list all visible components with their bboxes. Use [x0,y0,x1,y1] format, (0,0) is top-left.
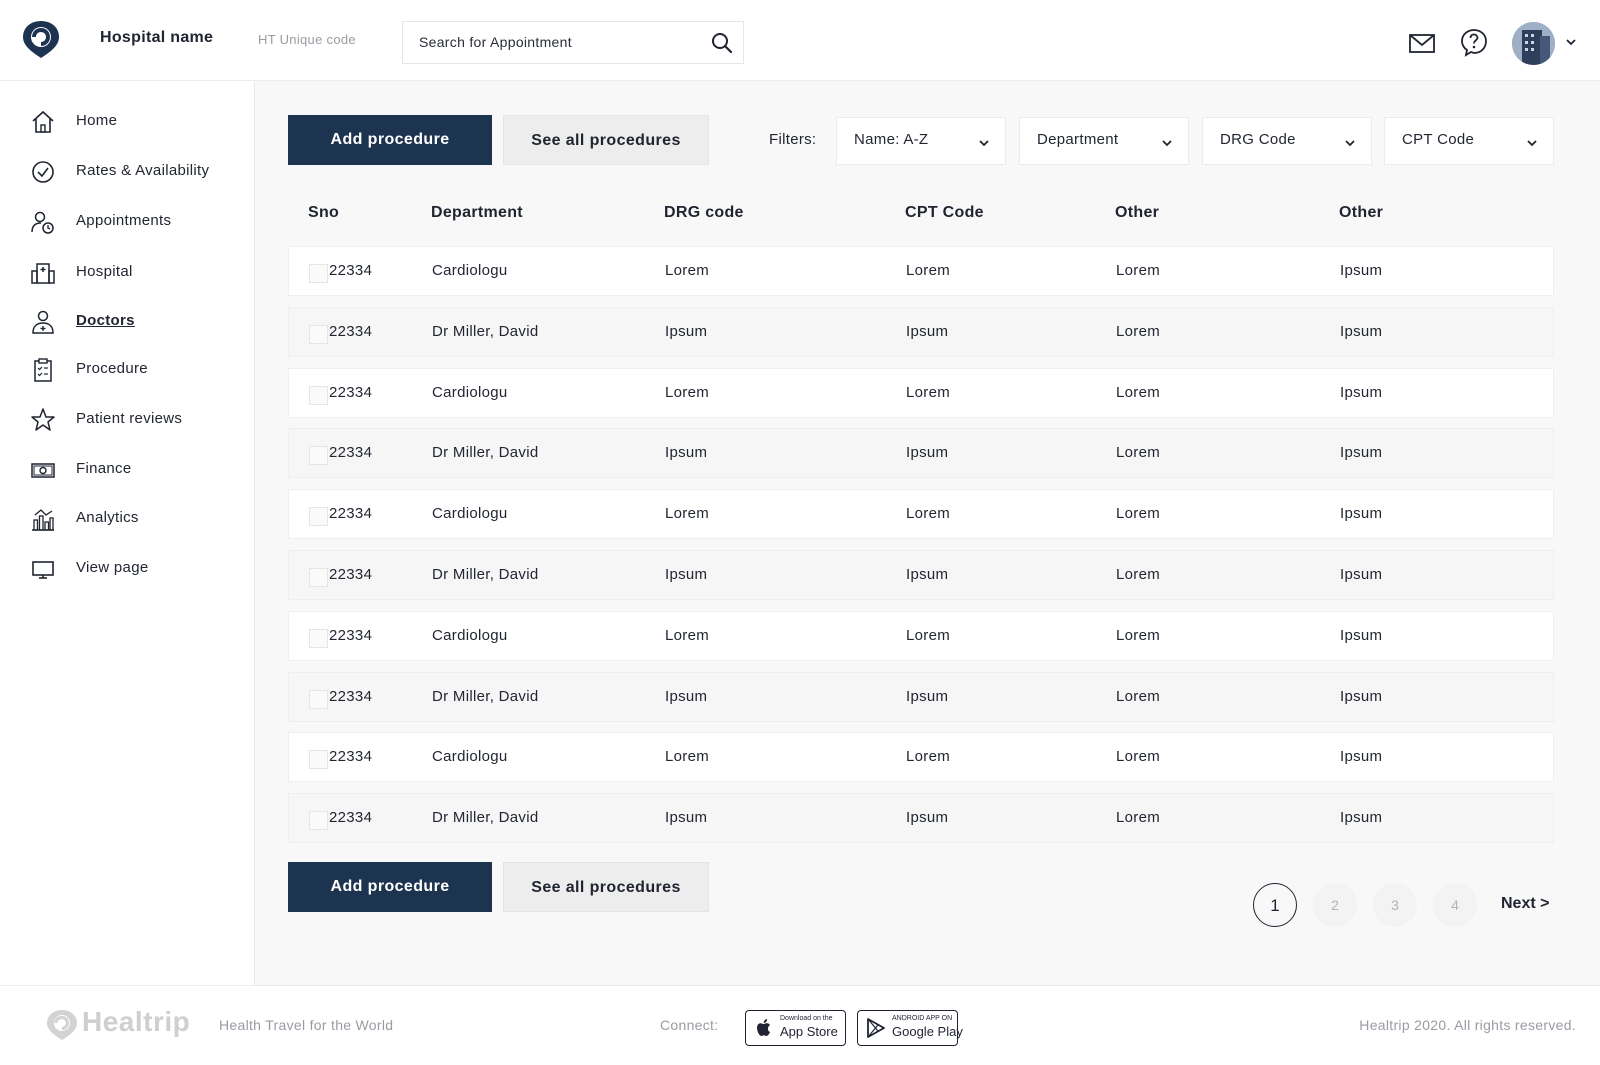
cell-other-2: Ipsum [1340,262,1383,279]
column-header-drg-code[interactable]: DRG code [664,204,744,221]
table-row[interactable] [288,550,1554,600]
cell-drg-code: Lorem [665,627,710,644]
sidebar-item-view-page[interactable] [30,553,250,583]
sidebar-item-analytics[interactable] [30,503,250,533]
hospital-name: Hospital name [100,29,214,46]
mail-icon[interactable] [1408,29,1436,57]
cell-other-2: Ipsum [1340,323,1383,340]
cell-other-2: Ipsum [1340,809,1383,826]
cell-drg-code: Ipsum [665,323,708,340]
cell-drg-code: Lorem [665,505,710,522]
cell-department: Cardiologu [432,627,508,644]
row-checkbox[interactable] [309,325,328,344]
table-row[interactable] [288,672,1554,722]
sidebar-item-label: Analytics [76,509,139,526]
table-row[interactable] [288,732,1554,782]
cell-other-2: Ipsum [1340,505,1383,522]
filter-department-dropdown[interactable] [1019,117,1189,165]
sidebar-item-hospital[interactable] [30,257,250,287]
sidebar-item-label: Appointments [76,212,172,229]
cell-other: Lorem [1116,384,1161,401]
cell-department: Cardiologu [432,505,508,522]
cell-department: Cardiologu [432,384,508,401]
page-button-1[interactable]: 1 [1253,883,1297,927]
clipboard-icon [30,357,56,383]
sidebar-item-label: Doctors [76,312,135,329]
cell-other: Lorem [1116,566,1161,583]
avatar-building-image [1512,22,1555,65]
filter-value: CPT Code [1402,131,1475,148]
cell-drg-code: Lorem [665,748,710,765]
cell-other: Lorem [1116,748,1161,765]
building-icon [30,260,56,286]
filter-name-dropdown[interactable] [836,117,1006,165]
cell-sno: 22334 [329,566,373,583]
row-checkbox[interactable] [309,750,328,769]
column-header-cpt-code[interactable]: CPT Code [905,204,984,221]
page-button-3[interactable]: 3 [1373,883,1417,927]
cell-drg-code: Ipsum [665,566,708,583]
sidebar-item-rates[interactable] [30,156,250,186]
money-icon [30,457,56,483]
column-header-department[interactable]: Department [431,204,523,221]
footer-brand: Healtrip [82,1006,191,1037]
sidebar-item-patient-reviews[interactable] [30,404,250,434]
sidebar-item-label: Finance [76,460,132,477]
cell-cpt-code: Lorem [906,748,951,765]
sidebar-item-label: Patient reviews [76,410,183,427]
cell-other: Lorem [1116,323,1161,340]
row-checkbox[interactable] [309,811,328,830]
sidebar-item-appointments[interactable] [30,206,250,236]
cell-other: Lorem [1116,688,1161,705]
cell-drg-code: Lorem [665,262,710,279]
healtrip-logo-icon [45,1008,79,1042]
cell-drg-code: Ipsum [665,688,708,705]
row-checkbox[interactable] [309,386,328,405]
cell-other: Lorem [1116,809,1161,826]
table-row[interactable] [288,246,1554,296]
cell-department: Dr Miller, David [432,444,539,461]
filter-value: DRG Code [1220,131,1296,148]
cell-sno: 22334 [329,627,373,644]
cell-cpt-code: Lorem [906,627,951,644]
cell-department: Dr Miller, David [432,566,539,583]
cell-cpt-code: Ipsum [906,444,949,461]
cell-cpt-code: Lorem [906,505,951,522]
row-checkbox[interactable] [309,629,328,648]
add-procedure-button-bottom[interactable]: Add procedure [288,862,492,912]
cell-sno: 22334 [329,809,373,826]
cell-cpt-code: Lorem [906,384,951,401]
cell-cpt-code: Lorem [906,262,951,279]
google-play-badge[interactable] [857,1010,963,1046]
home-icon [30,109,56,135]
cell-other: Lorem [1116,505,1161,522]
sidebar [0,81,255,985]
chevron-down-icon [1527,138,1537,148]
filter-value: Department [1037,131,1119,148]
footer [0,985,1600,1065]
cell-sno: 22334 [329,505,373,522]
cell-drg-code: Ipsum [665,444,708,461]
footer-tagline: Health Travel for the World [219,1017,394,1033]
search-placeholder: Search for Appointment [419,34,572,50]
row-checkbox[interactable] [309,264,328,283]
cell-department: Cardiologu [432,262,508,279]
check-circle-icon [30,159,56,185]
search-input[interactable] [402,21,744,64]
column-header-other[interactable]: Other [1115,204,1160,221]
sidebar-item-doctors[interactable] [30,306,250,336]
column-header-other-2[interactable]: Other [1339,204,1384,221]
google-play-big-text: Google Play [892,1024,963,1039]
cell-other: Lorem [1116,444,1161,461]
see-all-procedures-button-bottom[interactable]: See all procedures [503,862,709,912]
filter-cpt-code-dropdown[interactable] [1384,117,1554,165]
search-icon[interactable] [711,32,733,54]
sidebar-item-label: Hospital [76,263,133,280]
page-button-2[interactable]: 2 [1313,883,1357,927]
table-row[interactable] [288,611,1554,661]
see-all-procedures-button[interactable]: See all procedures [503,115,709,165]
connect-label: Connect: [660,1017,719,1033]
app-store-small-text: Download on the [780,1015,833,1022]
table-row[interactable] [288,307,1554,357]
cell-other-2: Ipsum [1340,444,1383,461]
google-play-small-text: ANDROID APP ON [892,1015,953,1022]
sidebar-item-label: Home [76,112,118,129]
filter-drg-code-dropdown[interactable] [1202,117,1372,165]
cell-other-2: Ipsum [1340,566,1383,583]
app-store-badge[interactable] [745,1010,846,1046]
sidebar-item-label: View page [76,559,149,576]
help-icon[interactable] [1459,27,1489,57]
cell-other-2: Ipsum [1340,688,1383,705]
cell-other: Lorem [1116,627,1161,644]
table-row[interactable] [288,489,1554,539]
cell-other-2: Ipsum [1340,627,1383,644]
star-icon [30,407,56,433]
add-procedure-button[interactable]: Add procedure [288,115,492,165]
table-row[interactable] [288,428,1554,478]
table-row[interactable] [288,368,1554,418]
monitor-icon [30,556,56,582]
cell-cpt-code: Ipsum [906,566,949,583]
filter-value: Name: A-Z [854,131,929,148]
next-page-link[interactable]: Next > [1501,895,1550,912]
sidebar-item-finance[interactable] [30,454,250,484]
table-row[interactable] [288,793,1554,843]
cell-other-2: Ipsum [1340,748,1383,765]
cell-sno: 22334 [329,262,373,279]
cell-department: Dr Miller, David [432,809,539,826]
cell-sno: 22334 [329,688,373,705]
row-checkbox[interactable] [309,690,328,709]
hospital-logo-icon[interactable] [20,18,62,60]
sidebar-item-label: Procedure [76,360,148,377]
sidebar-item-procedure[interactable] [30,354,250,384]
cell-department: Cardiologu [432,748,508,765]
cell-sno: 22334 [329,323,373,340]
chevron-down-icon [979,138,989,148]
row-checkbox[interactable] [309,446,328,465]
row-checkbox[interactable] [309,507,328,526]
chevron-down-icon [1162,138,1172,148]
play-icon [865,1017,887,1039]
cell-sno: 22334 [329,384,373,401]
cell-cpt-code: Ipsum [906,809,949,826]
unique-code: HT Unique code [258,32,356,47]
cell-cpt-code: Ipsum [906,323,949,340]
user-clock-icon [30,209,56,235]
cell-cpt-code: Ipsum [906,688,949,705]
analytics-icon [30,506,56,532]
column-header-sno[interactable]: Sno [308,204,340,221]
cell-sno: 22334 [329,748,373,765]
top-header [0,0,1600,81]
cell-sno: 22334 [329,444,373,461]
cell-department: Dr Miller, David [432,688,539,705]
cell-department: Dr Miller, David [432,323,539,340]
chevron-down-icon [1345,138,1355,148]
app-store-big-text: App Store [780,1024,838,1039]
copyright: Healtrip 2020. All rights reserved. [1359,1017,1576,1033]
cell-other: Lorem [1116,262,1161,279]
avatar[interactable] [1512,22,1555,65]
chevron-down-icon[interactable] [1565,36,1577,48]
apple-icon [753,1017,775,1039]
page-button-4[interactable]: 4 [1433,883,1477,927]
sidebar-item-home[interactable] [30,106,250,136]
row-checkbox[interactable] [309,568,328,587]
cell-drg-code: Ipsum [665,809,708,826]
cell-drg-code: Lorem [665,384,710,401]
filters-label: Filters: [769,131,817,148]
doctor-icon [30,309,56,335]
cell-other-2: Ipsum [1340,384,1383,401]
sidebar-item-label: Rates & Availability [76,162,210,179]
